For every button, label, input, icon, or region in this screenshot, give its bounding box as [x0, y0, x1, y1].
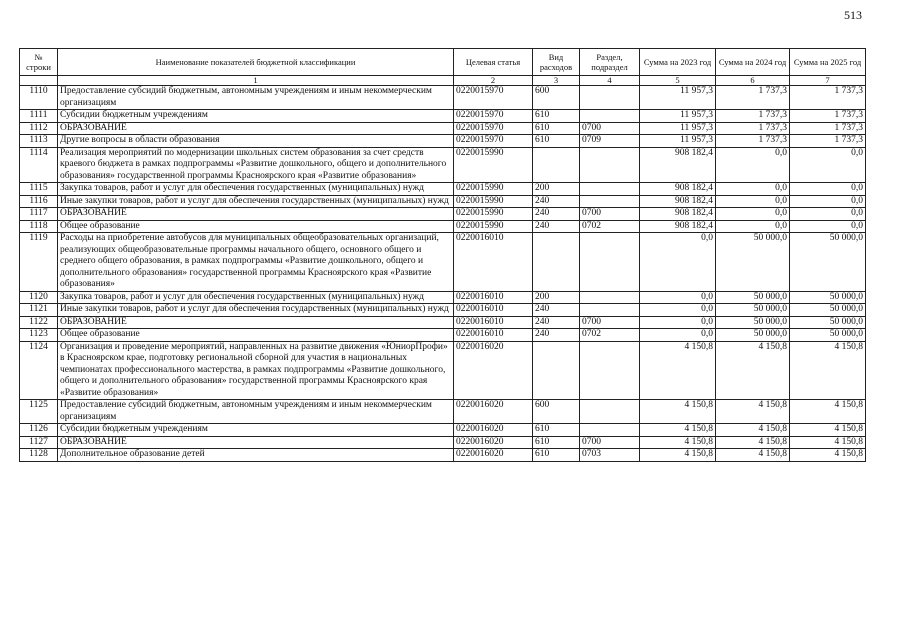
sum-2023: 0,0	[640, 329, 716, 342]
indicator-name: Организация и проведение мероприятий, направленных на развитие движения «ЮниорПрофи» в Красноярском крае, подготовку региональной сборной для участия в национальных чемпионатах профессионального мастерства, в рамках подпрограммы «Развитие дошкольного, общего и дополнительного образования» государственной программы Красноярского края «Развитие образования»	[58, 341, 454, 400]
indicator-name: Предоставление субсидий бюджетным, автономным учреждениям и иным некоммерческим организациям	[58, 400, 454, 424]
table-row	[20, 316, 866, 329]
indicator-name: ОБРАЗОВАНИЕ	[58, 122, 454, 135]
section-subsection	[580, 400, 640, 424]
header-row	[20, 49, 866, 76]
column-number: 6	[716, 76, 790, 86]
table-row	[20, 208, 866, 221]
row-number: 1118	[20, 220, 58, 233]
row-number: 1125	[20, 400, 58, 424]
table-row	[20, 183, 866, 196]
indicator-name: Закупка товаров, работ и услуг для обеспечения государственных (муниципальных) нужд	[58, 291, 454, 304]
section-subsection: 0700	[580, 316, 640, 329]
section-subsection	[580, 304, 640, 317]
sum-2024: 50 000,0	[716, 329, 790, 342]
sum-2023: 908 182,4	[640, 183, 716, 196]
table-row	[20, 329, 866, 342]
expense-type: 240	[533, 316, 580, 329]
row-number: 1116	[20, 195, 58, 208]
expense-type	[533, 233, 580, 292]
section-subsection	[580, 291, 640, 304]
sum-2024: 4 150,8	[716, 449, 790, 462]
table-row	[20, 436, 866, 449]
row-number: 1113	[20, 135, 58, 148]
indicator-name: Иные закупки товаров, работ и услуг для обеспечения государственных (муниципальных) нужд	[58, 304, 454, 317]
row-number: 1122	[20, 316, 58, 329]
sum-2025: 1 737,3	[790, 86, 866, 110]
indicator-name: Предоставление субсидий бюджетным, автономным учреждениям и иным некоммерческим организациям	[58, 86, 454, 110]
row-number: 1119	[20, 233, 58, 292]
row-number: 1124	[20, 341, 58, 400]
table-row	[20, 400, 866, 424]
sum-2024: 50 000,0	[716, 304, 790, 317]
expense-type: 200	[533, 291, 580, 304]
sum-2025: 0,0	[790, 208, 866, 221]
expense-type: 610	[533, 449, 580, 462]
row-number: 1126	[20, 424, 58, 437]
target-article: 0220016020	[454, 449, 533, 462]
column-number: 2	[454, 76, 533, 86]
sum-2023: 908 182,4	[640, 208, 716, 221]
table-row	[20, 122, 866, 135]
sum-2025: 50 000,0	[790, 291, 866, 304]
target-article: 0220015970	[454, 135, 533, 148]
sum-2023: 4 150,8	[640, 400, 716, 424]
sum-2024: 4 150,8	[716, 436, 790, 449]
sum-2025: 4 150,8	[790, 400, 866, 424]
header-num: № строки	[20, 49, 58, 76]
sum-2023: 4 150,8	[640, 449, 716, 462]
sum-2025: 4 150,8	[790, 424, 866, 437]
indicator-name: Реализация мероприятий по модернизации школьных систем образования за счет средств краевого бюджета в рамках подпрограммы «Развитие дошкольного, общего и дополнительного образования» государственной программы Красноярского края «Развитие образования»	[58, 147, 454, 183]
indicator-name: Иные закупки товаров, работ и услуг для обеспечения государственных (муниципальных) нужд	[58, 195, 454, 208]
sum-2024: 0,0	[716, 147, 790, 183]
target-article: 0220015970	[454, 110, 533, 123]
sum-2024: 1 737,3	[716, 110, 790, 123]
sum-2024: 0,0	[716, 208, 790, 221]
sum-2025: 4 150,8	[790, 449, 866, 462]
expense-type	[533, 147, 580, 183]
table-row	[20, 220, 866, 233]
sum-2023: 11 957,3	[640, 122, 716, 135]
section-subsection: 0703	[580, 449, 640, 462]
section-subsection: 0702	[580, 329, 640, 342]
table-row	[20, 449, 866, 462]
column-number-row	[20, 76, 866, 86]
row-number: 1123	[20, 329, 58, 342]
sum-2025: 0,0	[790, 183, 866, 196]
target-article: 0220016020	[454, 341, 533, 400]
sum-2024: 50 000,0	[716, 316, 790, 329]
indicator-name: ОБРАЗОВАНИЕ	[58, 436, 454, 449]
header-section: Раздел, подраздел	[580, 49, 640, 76]
sum-2024: 50 000,0	[716, 291, 790, 304]
indicator-name: Общее образование	[58, 329, 454, 342]
expense-type: 240	[533, 329, 580, 342]
sum-2025: 1 737,3	[790, 110, 866, 123]
sum-2023: 0,0	[640, 304, 716, 317]
header-type: Вид расходов	[533, 49, 580, 76]
sum-2025: 0,0	[790, 220, 866, 233]
section-subsection	[580, 183, 640, 196]
sum-2025: 0,0	[790, 195, 866, 208]
expense-type: 610	[533, 122, 580, 135]
header-sum-2025: Сумма на 2025 год	[790, 49, 866, 76]
target-article: 0220015990	[454, 183, 533, 196]
expense-type: 610	[533, 135, 580, 148]
indicator-name: Субсидии бюджетным учреждениям	[58, 110, 454, 123]
target-article: 0220016020	[454, 400, 533, 424]
table-row	[20, 147, 866, 183]
sum-2023: 11 957,3	[640, 86, 716, 110]
target-article: 0220015970	[454, 86, 533, 110]
target-article: 0220016020	[454, 436, 533, 449]
indicator-name: Расходы на приобретение автобусов для муниципальных общеобразовательных организаций, реализующих общеобразовательные программы начального общего, основного общего и среднего общего образования, в рамках подпрограммы «Развитие дошкольного, общего и дополнительного образования» государственной программы Красноярского края «Развитие образования»	[58, 233, 454, 292]
sum-2023: 908 182,4	[640, 195, 716, 208]
expense-type: 200	[533, 183, 580, 196]
table-row	[20, 195, 866, 208]
sum-2024: 0,0	[716, 220, 790, 233]
table-row	[20, 233, 866, 292]
sum-2024: 1 737,3	[716, 122, 790, 135]
section-subsection	[580, 195, 640, 208]
sum-2025: 1 737,3	[790, 122, 866, 135]
row-number: 1111	[20, 110, 58, 123]
sum-2024: 1 737,3	[716, 86, 790, 110]
sum-2025: 50 000,0	[790, 329, 866, 342]
target-article: 0220015990	[454, 147, 533, 183]
expense-type: 240	[533, 195, 580, 208]
sum-2023: 908 182,4	[640, 220, 716, 233]
indicator-name: Дополнительное образование детей	[58, 449, 454, 462]
sum-2023: 908 182,4	[640, 147, 716, 183]
target-article: 0220016010	[454, 304, 533, 317]
sum-2024: 4 150,8	[716, 424, 790, 437]
target-article: 0220015970	[454, 122, 533, 135]
section-subsection	[580, 341, 640, 400]
section-subsection	[580, 424, 640, 437]
section-subsection: 0700	[580, 208, 640, 221]
column-number: 4	[580, 76, 640, 86]
table-row	[20, 110, 866, 123]
sum-2024: 50 000,0	[716, 233, 790, 292]
row-number: 1115	[20, 183, 58, 196]
row-number: 1117	[20, 208, 58, 221]
section-subsection	[580, 86, 640, 110]
expense-type: 240	[533, 220, 580, 233]
expense-type: 610	[533, 436, 580, 449]
section-subsection: 0700	[580, 436, 640, 449]
table-row	[20, 291, 866, 304]
sum-2024: 0,0	[716, 195, 790, 208]
target-article: 0220015990	[454, 195, 533, 208]
indicator-name: Закупка товаров, работ и услуг для обеспечения государственных (муниципальных) нужд	[58, 183, 454, 196]
sum-2024: 4 150,8	[716, 400, 790, 424]
section-subsection: 0700	[580, 122, 640, 135]
row-number: 1121	[20, 304, 58, 317]
target-article: 0220016010	[454, 316, 533, 329]
table-row	[20, 135, 866, 148]
sum-2025: 4 150,8	[790, 436, 866, 449]
budget-table	[19, 48, 866, 462]
column-number: 1	[58, 76, 454, 86]
row-number: 1114	[20, 147, 58, 183]
table-row	[20, 86, 866, 110]
expense-type: 610	[533, 424, 580, 437]
row-number: 1110	[20, 86, 58, 110]
header-code: Целевая статья	[454, 49, 533, 76]
column-number: 7	[790, 76, 866, 86]
column-number: 5	[640, 76, 716, 86]
table-row	[20, 424, 866, 437]
table-row	[20, 304, 866, 317]
expense-type: 240	[533, 208, 580, 221]
sum-2024: 1 737,3	[716, 135, 790, 148]
section-subsection	[580, 233, 640, 292]
sum-2024: 4 150,8	[716, 341, 790, 400]
row-number: 1128	[20, 449, 58, 462]
sum-2023: 4 150,8	[640, 436, 716, 449]
row-number: 1120	[20, 291, 58, 304]
section-subsection	[580, 147, 640, 183]
indicator-name: Общее образование	[58, 220, 454, 233]
section-subsection: 0702	[580, 220, 640, 233]
indicator-name: Другие вопросы в области образования	[58, 135, 454, 148]
sum-2025: 50 000,0	[790, 316, 866, 329]
target-article: 0220016020	[454, 424, 533, 437]
table-row	[20, 341, 866, 400]
sum-2025: 4 150,8	[790, 341, 866, 400]
section-subsection	[580, 110, 640, 123]
sum-2023: 4 150,8	[640, 424, 716, 437]
sum-2023: 11 957,3	[640, 135, 716, 148]
column-number	[20, 76, 58, 86]
sum-2023: 0,0	[640, 316, 716, 329]
indicator-name: Субсидии бюджетным учреждениям	[58, 424, 454, 437]
target-article: 0220015990	[454, 220, 533, 233]
expense-type: 610	[533, 110, 580, 123]
expense-type: 600	[533, 86, 580, 110]
expense-type: 600	[533, 400, 580, 424]
sum-2024: 0,0	[716, 183, 790, 196]
sum-2023: 0,0	[640, 233, 716, 292]
sum-2023: 0,0	[640, 291, 716, 304]
header-sum-2023: Сумма на 2023 год	[640, 49, 716, 76]
expense-type	[533, 341, 580, 400]
header-sum-2024: Сумма на 2024 год	[716, 49, 790, 76]
target-article: 0220016010	[454, 329, 533, 342]
target-article: 0220016010	[454, 291, 533, 304]
indicator-name: ОБРАЗОВАНИЕ	[58, 208, 454, 221]
section-subsection: 0709	[580, 135, 640, 148]
target-article: 0220016010	[454, 233, 533, 292]
sum-2025: 50 000,0	[790, 233, 866, 292]
header-name: Наименование показателей бюджетной классификации	[58, 49, 454, 76]
expense-type: 240	[533, 304, 580, 317]
row-number: 1127	[20, 436, 58, 449]
column-number: 3	[533, 76, 580, 86]
row-number: 1112	[20, 122, 58, 135]
sum-2023: 11 957,3	[640, 110, 716, 123]
table-body	[20, 86, 866, 462]
sum-2025: 1 737,3	[790, 135, 866, 148]
sum-2025: 0,0	[790, 147, 866, 183]
target-article: 0220015990	[454, 208, 533, 221]
sum-2025: 50 000,0	[790, 304, 866, 317]
indicator-name: ОБРАЗОВАНИЕ	[58, 316, 454, 329]
page-number: 513	[844, 8, 862, 22]
sum-2023: 4 150,8	[640, 341, 716, 400]
